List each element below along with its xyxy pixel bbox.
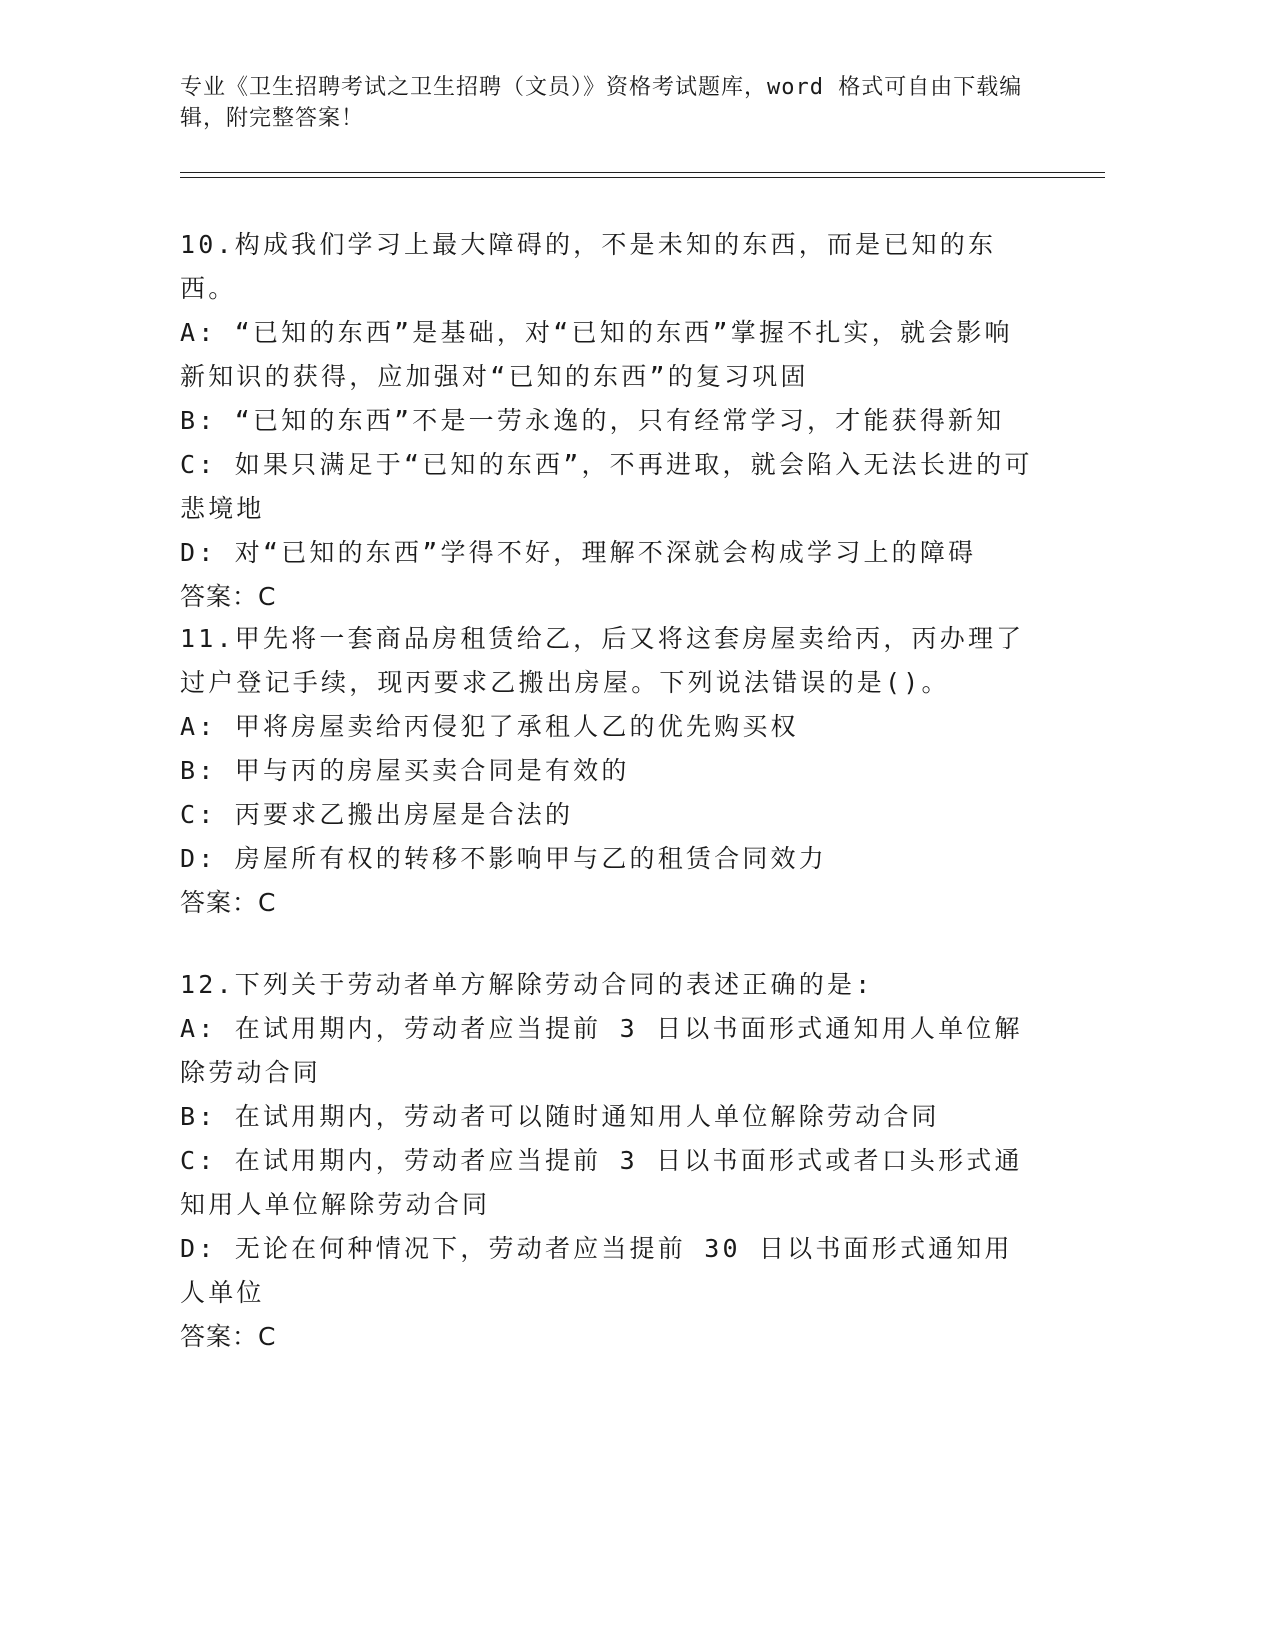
option-b: B: 甲与丙的房屋买卖合同是有效的 <box>180 756 630 785</box>
question-10 <box>180 223 1040 619</box>
header-divider-top <box>180 172 1105 173</box>
option-a: A: “已知的东西”是基础，对“已知的东西”掌握不扎实，就会影响新知识的获得，应加强对“已知的东西”的复习巩固 <box>180 318 1013 391</box>
question-stem: 11.甲先将一套商品房租赁给乙，后又将这套房屋卖给丙，丙办理了过户登记手续，现丙要求乙搬出房屋。下列说法错误的是()。 <box>180 624 1025 697</box>
option-d: D: 房屋所有权的转移不影响甲与乙的租赁合同效力 <box>180 844 827 873</box>
option-c: C: 在试用期内，劳动者应当提前 3 日以书面形式或者口头形式通知用人单位解除劳动合同 <box>180 1146 1023 1219</box>
option-c: C: 如果只满足于“已知的东西”，不再进取，就会陷入无法长进的可悲境地 <box>180 450 1033 523</box>
document-header: 专业《卫生招聘考试之卫生招聘（文员）》资格考试题库，word 格式可自由下载编辑，附完整答案！ <box>180 75 1023 131</box>
answer: 答案：C <box>180 582 277 611</box>
option-b: B: 在试用期内，劳动者可以随时通知用人单位解除劳动合同 <box>180 1102 940 1131</box>
header-divider-bottom <box>180 177 1105 178</box>
option-b: B: “已知的东西”不是一劳永逸的，只有经常学习，才能获得新知 <box>180 406 1005 435</box>
option-d: D: 无论在何种情况下，劳动者应当提前 30 日以书面形式通知用人单位 <box>180 1234 1013 1307</box>
option-d: D: 对“已知的东西”学得不好，理解不深就会构成学习上的障碍 <box>180 538 977 567</box>
answer: 答案：C <box>180 1322 277 1351</box>
question-stem: 10.构成我们学习上最大障碍的，不是未知的东西，而是已知的东西。 <box>180 230 997 303</box>
option-c: C: 丙要求乙搬出房屋是合法的 <box>180 800 574 829</box>
option-a: A: 在试用期内，劳动者应当提前 3 日以书面形式通知用人单位解除劳动合同 <box>180 1014 1023 1087</box>
question-12 <box>180 963 1040 1359</box>
question-11 <box>180 617 1040 925</box>
question-stem: 12.下列关于劳动者单方解除劳动合同的表述正确的是: <box>180 970 874 999</box>
option-a: A: 甲将房屋卖给丙侵犯了承租人乙的优先购买权 <box>180 712 799 741</box>
answer: 答案：C <box>180 888 277 917</box>
